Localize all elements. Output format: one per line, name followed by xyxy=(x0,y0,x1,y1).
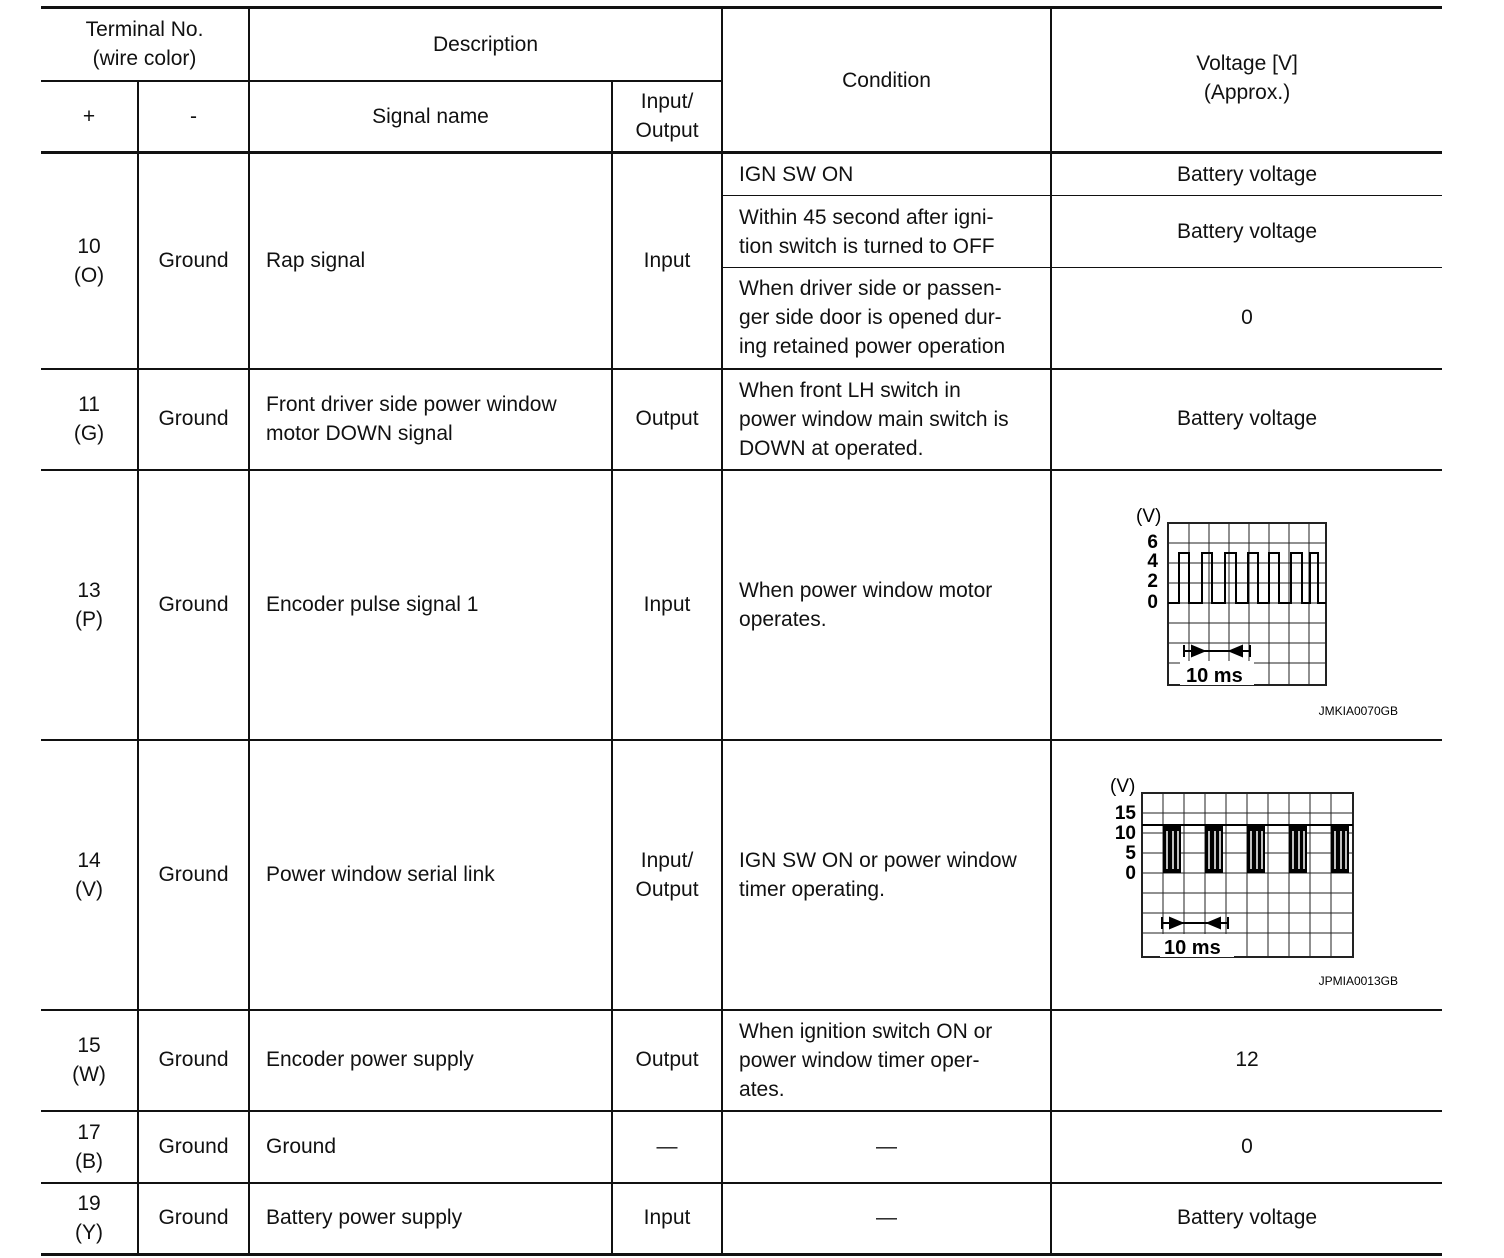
terminal-11 xyxy=(41,369,138,470)
signal-cell xyxy=(249,1111,612,1183)
voltage-cell xyxy=(1051,153,1442,196)
signal-label: Battery power supply xyxy=(266,1206,463,1230)
voltage-waveform-cell xyxy=(1051,470,1442,740)
signal-label: Front driver side power window xyxy=(266,393,557,416)
signal-cell xyxy=(249,470,612,740)
condition-text: When ignition switch ON or xyxy=(739,1019,993,1043)
voltage-waveform-cell xyxy=(1051,740,1442,1010)
serial-burst-gaps xyxy=(1167,831,1346,869)
header-description-label: Description xyxy=(432,32,539,56)
io-cell xyxy=(612,1111,722,1183)
header-plus xyxy=(41,81,138,153)
voltage-cell xyxy=(1051,369,1442,470)
io-label: — xyxy=(656,1134,678,1158)
ground-label: Ground xyxy=(158,862,229,886)
terminal-number: 11 xyxy=(78,393,100,416)
voltage-cell xyxy=(1051,196,1442,268)
terminal-color: (G) xyxy=(73,422,105,445)
pulse-tick: 4 xyxy=(1147,550,1159,572)
header-io-line1: Input/ xyxy=(640,90,694,114)
signal-cell xyxy=(249,369,612,470)
voltage-value: Battery voltage xyxy=(1176,219,1318,243)
serial-figure-code: JPMIA0013GB xyxy=(1318,973,1399,988)
terminal-number: 10 xyxy=(77,234,101,258)
ground-label: Ground xyxy=(158,1206,229,1230)
terminal-13 xyxy=(41,470,138,740)
ground-cell xyxy=(138,470,249,740)
header-terminal-line2: (wire color) xyxy=(92,47,197,71)
terminal-number: 14 xyxy=(77,848,101,872)
terminal-15 xyxy=(41,1010,138,1111)
condition-text: power window timer oper- xyxy=(739,1048,980,1072)
terminal-color: (V) xyxy=(75,877,103,901)
io-label: Input xyxy=(643,248,691,272)
condition-cell xyxy=(722,1010,1051,1111)
serial-tick: 5 xyxy=(1125,842,1137,864)
io-label: Output xyxy=(635,407,699,430)
signal-label: Rap signal xyxy=(266,248,366,272)
pulse-figure-code: JMKIA0070GB xyxy=(1318,703,1399,718)
voltage-value: Battery voltage xyxy=(1176,407,1318,430)
serial-timebase: 10 ms xyxy=(1164,936,1221,959)
voltage-value: Battery voltage xyxy=(1176,1206,1318,1230)
io-cell xyxy=(612,740,722,1010)
io-cell xyxy=(612,153,722,369)
signal-label: Encoder pulse signal 1 xyxy=(266,592,479,616)
ground-label: Ground xyxy=(158,1048,229,1071)
serial-unit: (V) xyxy=(1110,775,1136,797)
io-cell xyxy=(612,470,722,740)
ground-cell xyxy=(138,153,249,369)
pulse-tick: 0 xyxy=(1147,591,1159,613)
header-io xyxy=(612,81,722,153)
signal-cell xyxy=(249,740,612,1010)
header-voltage-line2: (Approx.) xyxy=(1203,81,1291,104)
condition-text: timer operating. xyxy=(739,877,885,901)
pulse-waveform-figure xyxy=(1052,471,1443,733)
condition-text: IGN SW ON or power window xyxy=(739,848,1017,872)
header-voltage xyxy=(1051,8,1442,153)
ground-cell xyxy=(138,1010,249,1111)
condition-cell xyxy=(722,268,1051,369)
condition-text: tion switch is turned to OFF xyxy=(739,234,995,258)
serial-grid xyxy=(1142,793,1353,957)
terminal-color: (O) xyxy=(73,263,105,287)
condition-cell xyxy=(722,470,1051,740)
io-label: Output xyxy=(635,1048,699,1071)
voltage-value: 0 xyxy=(1241,305,1253,329)
serial-timebase-arrow xyxy=(1162,917,1228,929)
ground-cell xyxy=(138,369,249,470)
header-terminal xyxy=(41,8,249,81)
voltage-value: 0 xyxy=(1241,1134,1253,1158)
pulse-timebase: 10 ms xyxy=(1186,664,1243,687)
condition-cell xyxy=(722,1183,1051,1255)
condition-cell xyxy=(722,1111,1051,1183)
header-plus-label: + xyxy=(82,104,96,128)
io-cell xyxy=(612,1183,722,1255)
pulse-tick: 6 xyxy=(1147,531,1159,553)
signal-label: Power window serial link xyxy=(266,862,495,886)
io-label: Input/ xyxy=(640,848,694,872)
terminal-number: 15 xyxy=(77,1034,101,1057)
header-condition xyxy=(722,8,1051,153)
ground-label: Ground xyxy=(158,248,229,272)
terminal-number: 13 xyxy=(77,578,101,602)
io-label: Input xyxy=(643,592,691,616)
signal-label: Ground xyxy=(266,1134,337,1158)
signal-cell xyxy=(249,153,612,369)
header-terminal-line1: Terminal No. xyxy=(85,18,204,42)
signal-cell xyxy=(249,1183,612,1255)
terminal-color: (B) xyxy=(75,1149,103,1173)
ground-label: Ground xyxy=(158,1134,229,1158)
ground-label: Ground xyxy=(158,407,229,430)
condition-text: — xyxy=(876,1134,898,1158)
voltage-value: 12 xyxy=(1235,1048,1259,1071)
condition-text: ates. xyxy=(739,1077,785,1101)
header-voltage-line1: Voltage [V] xyxy=(1196,52,1298,75)
header-minus xyxy=(138,81,249,153)
io-cell xyxy=(612,369,722,470)
signal-label: Encoder power supply xyxy=(266,1048,474,1071)
ground-cell xyxy=(138,1111,249,1183)
io-cell xyxy=(612,1010,722,1111)
serial-tick: 0 xyxy=(1125,862,1137,884)
signal-cell xyxy=(249,1010,612,1111)
header-description xyxy=(249,8,722,81)
voltage-cell xyxy=(1051,1111,1442,1183)
condition-cell xyxy=(722,153,1051,196)
pulse-timebase-arrow xyxy=(1184,645,1250,657)
voltage-cell xyxy=(1051,1183,1442,1255)
voltage-cell xyxy=(1051,1010,1442,1111)
ground-cell xyxy=(138,1183,249,1255)
serial-waveform-figure xyxy=(1052,741,1443,1003)
condition-cell xyxy=(722,196,1051,268)
pulse-tick: 2 xyxy=(1147,570,1159,592)
ground-label: Ground xyxy=(158,592,229,616)
pulse-trace xyxy=(1168,553,1326,603)
terminal-table-wrapper xyxy=(41,6,1442,1256)
io-label: Input xyxy=(643,1206,691,1230)
terminal-number: 17 xyxy=(77,1120,101,1144)
serial-bursts xyxy=(1163,825,1349,873)
terminal-color: (W) xyxy=(72,1063,106,1086)
condition-text: IGN SW ON xyxy=(739,162,854,186)
terminal-14 xyxy=(41,740,138,1010)
terminal-number: 19 xyxy=(77,1192,101,1216)
condition-text: When power window motor xyxy=(739,578,993,602)
ground-cell xyxy=(138,740,249,1010)
condition-text: When front LH switch in xyxy=(739,378,961,402)
voltage-value: Battery voltage xyxy=(1176,162,1318,186)
condition-text: — xyxy=(876,1206,898,1230)
terminal-color: (P) xyxy=(75,607,103,631)
header-signal-name xyxy=(249,81,612,153)
condition-text: Within 45 second after igni- xyxy=(739,205,994,229)
voltage-cell xyxy=(1051,268,1442,369)
condition-text: DOWN at operated. xyxy=(739,436,924,460)
serial-tick: 10 xyxy=(1114,822,1137,844)
terminal-color: (Y) xyxy=(75,1221,103,1245)
header-signal-name-label: Signal name xyxy=(372,104,489,128)
condition-text: ger side door is opened dur- xyxy=(739,306,1002,330)
terminal-10 xyxy=(41,153,138,369)
condition-cell xyxy=(722,369,1051,470)
header-minus-label: - xyxy=(190,104,197,128)
header-condition-label: Condition xyxy=(842,68,931,92)
condition-text: When driver side or passen- xyxy=(739,277,1002,301)
io-label: Output xyxy=(635,877,699,901)
condition-cell xyxy=(722,740,1051,1010)
condition-text: ing retained power operation xyxy=(739,335,1006,359)
pulse-unit: (V) xyxy=(1136,505,1162,527)
header-io-line2: Output xyxy=(635,119,699,143)
terminal-19 xyxy=(41,1183,138,1255)
serial-tick: 15 xyxy=(1114,802,1137,824)
terminal-table xyxy=(41,6,1442,1256)
signal-label: motor DOWN signal xyxy=(266,422,453,445)
terminal-17 xyxy=(41,1111,138,1183)
condition-text: power window main switch is xyxy=(739,407,1009,431)
condition-text: operates. xyxy=(739,607,827,631)
